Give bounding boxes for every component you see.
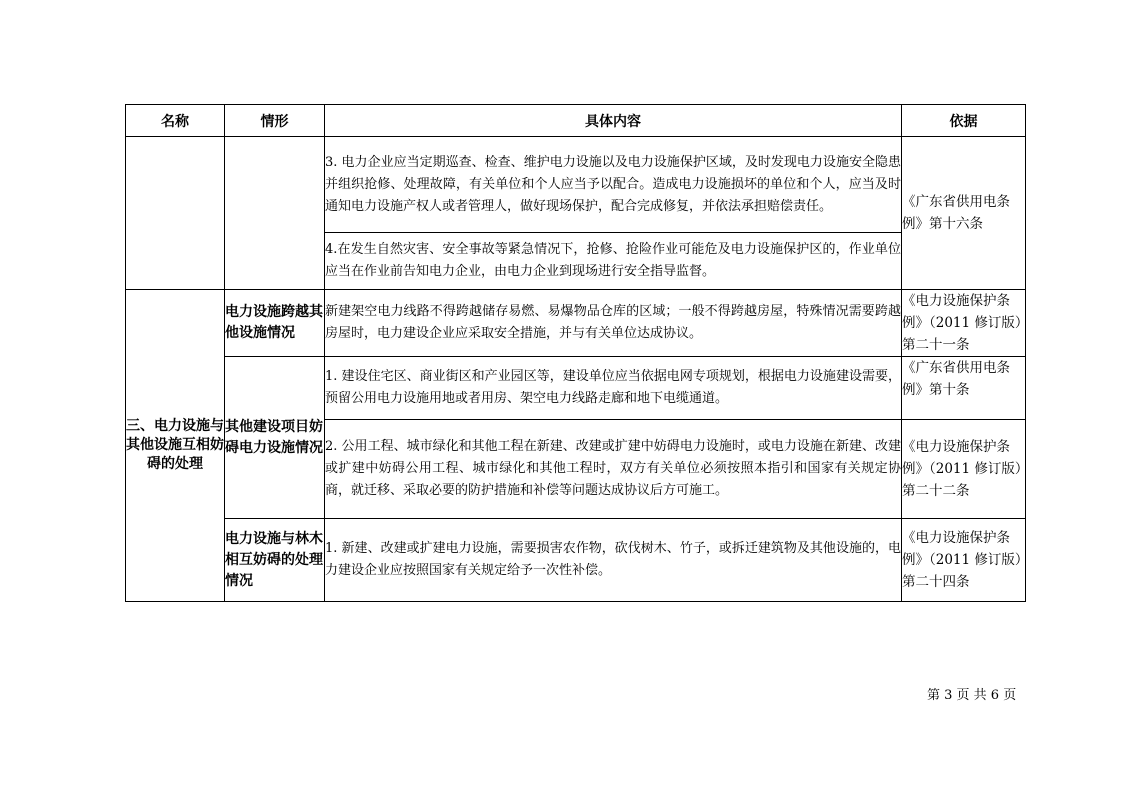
table-header-row: [126, 105, 1026, 137]
situation-cell: 电力设施跨越其他设施情况: [225, 290, 325, 357]
content-cell: 新建架空电力线路不得跨越储存易燃、易爆物品仓库的区域；一般不得跨越房屋，特殊情况需要跨越房屋时，电力建设企业应采取安全措施，并与有关单位达成协议。: [325, 290, 902, 357]
content-cell: 4.在发生自然灾害、安全事故等紧急情况下，抢修、抢险作业可能危及电力设施保护区的，作业单位应当在作业前告知电力企业，由电力企业到现场进行安全指导监督。: [325, 233, 902, 290]
header-name: 名称: [126, 105, 225, 137]
table-row: [126, 519, 1026, 602]
page-number: 第 3 页 共 6 页: [927, 688, 1017, 703]
basis-cell: 《电力设施保护条例》（2011 修订版）第二十一条: [902, 290, 1026, 357]
content-cell: 3. 电力企业应当定期巡查、检查、维护电力设施以及电力设施保护区域，及时发现电力设施安全隐患并组织抢修、处理故障，有关单位和个人应当予以配合。造成电力设施损坏的单位和个人，应当及时通知电力设施产权人或者管理人，做好现场保护，配合完成修复，并依法承担赔偿责任。: [325, 137, 902, 233]
header-basis: 依据: [902, 105, 1026, 137]
table-row: [126, 290, 1026, 357]
basis-cell: 《广东省供用电条例》第十条: [902, 357, 1026, 420]
basis-cell: 《电力设施保护条例》（2011 修订版）第二十四条: [902, 519, 1026, 602]
situation-cell: 其他建设项目妨碍电力设施情况: [225, 357, 325, 519]
content-cell: 1. 新建、改建或扩建电力设施，需要损害农作物，砍伐树木、竹子，或拆迁建筑物及其他设施的，电力建设企业应按照国家有关规定给予一次性补偿。: [325, 519, 902, 602]
content-cell: 2. 公用工程、城市绿化和其他工程在新建、改建或扩建中妨碍电力设施时，或电力设施在新建、改建或扩建中妨碍公用工程、城市绿化和其他工程时，双方有关单位必须按照本指引和国家有关规定协商，就迁移、采取必要的防护措施和补偿等问题达成协议后方可施工。: [325, 420, 902, 519]
table-row: [126, 357, 1026, 420]
section-name-cell: 三、电力设施与其他设施互相妨碍的处理: [126, 290, 225, 602]
header-situation: 情形: [225, 105, 325, 137]
name-cell-continued: [126, 137, 225, 290]
situation-cell-continued: [225, 137, 325, 290]
situation-cell: 电力设施与林木相互妨碍的处理情况: [225, 519, 325, 602]
regulation-table: [125, 104, 1026, 602]
content-cell: 1. 建设住宅区、商业街区和产业园区等，建设单位应当依据电网专项规划，根据电力设施建设需要，预留公用电力设施用地或者用房、架空电力线路走廊和地下电缆通道。: [325, 357, 902, 420]
basis-cell: 《电力设施保护条例》（2011 修订版）第二十二条: [902, 420, 1026, 519]
table-row: [126, 137, 1026, 233]
header-content: 具体内容: [325, 105, 902, 137]
basis-cell: 《广东省供用电条例》第十六条: [902, 137, 1026, 290]
